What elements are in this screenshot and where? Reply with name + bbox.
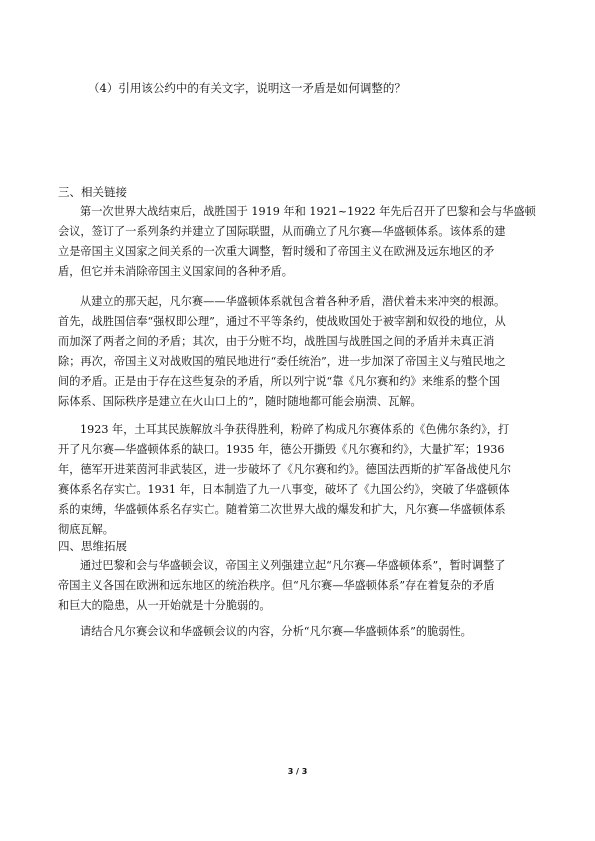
section-4-paragraph-1 — [58, 556, 548, 616]
section-4-heading: 四、思维拓展 — [58, 539, 127, 553]
text-line: 盾，但它并未消除帝国主义国家间的各种矛盾。 — [58, 265, 293, 278]
text-line: 会议，签订了一系列条约并建立了国际联盟，从而确立了凡尔赛—华盛顿体系。该体系的建 — [58, 225, 506, 238]
text-line: 际体系、国际秩序是建立在火山口上的”，随时随地都可能会崩溃、瓦解。 — [58, 395, 422, 408]
section-3-paragraph-3 — [58, 420, 548, 540]
text-line: 和巨大的隐患，从一开始就是十分脆弱的。 — [58, 599, 271, 612]
section-4-paragraph-2 — [58, 622, 548, 642]
text-line: 开了凡尔赛—华盛顿体系的缺口。1935 年，德公开撕毁《凡尔赛和约》，大量扩军；1936 — [58, 443, 505, 456]
question-4: （4）引用该公约中的有关文字，说明这一矛盾是如何调整的？ — [88, 81, 406, 95]
text-line: 年，德军开进莱茵河非武装区，进一步破坏了《凡尔赛和约》。德国法西斯的扩军备战使凡尔 — [58, 463, 512, 476]
page-number: 3 / 3 — [287, 767, 308, 776]
text-line: 帝国主义各国在欧洲和远东地区的统治秩序。但“凡尔赛—华盛顿体系”存在着复杂的矛盾 — [58, 579, 495, 592]
text-line: 首先，战胜国信奉“强权即公理”，通过不平等条约，使战败国处于被宰割和奴役的地位，从 — [58, 315, 506, 328]
text-line: 通过巴黎和会与华盛顿会议，帝国主义列强建立起“凡尔赛—华盛顿体系”，暂时调整了 — [80, 559, 506, 572]
text-line: 系的束缚，华盛顿体系名存实亡。随着第二次世界大战的爆发和扩大，凡尔赛—华盛顿体系 — [58, 503, 506, 516]
text-line: 而加深了两者之间的矛盾；其次，由于分赃不均，战胜国与战胜国之间的矛盾并未真正消 — [58, 335, 495, 348]
text-line: 立是帝国主义国家之间关系的一次重大调整，暂时缓和了帝国主义在欧洲及远东地区的矛 — [58, 245, 495, 258]
text-line: 请结合凡尔赛会议和华盛顿会议的内容，分析“凡尔赛—华盛顿体系”的脆弱性。 — [80, 625, 472, 638]
text-line: 间的矛盾。正是由于存在这些复杂的矛盾，所以列宁说“靠《凡尔赛和约》来维系的整个国 — [58, 375, 501, 388]
text-line: 彻底瓦解。 — [58, 523, 114, 536]
text-line: 1923 年，土耳其民族解放斗争获得胜利，粉碎了构成凡尔赛体系的《色佛尔条约》，打 — [80, 423, 510, 436]
section-3-heading: 三、相关链接 — [58, 185, 127, 199]
text-line: 第一次世界大战结束后，战胜国于 1919 年和 1921~1922 年先后召开了巴黎和会与华盛顿 — [80, 205, 536, 218]
section-3-paragraph-1 — [58, 202, 548, 282]
text-line: 赛体系名存实亡。1931 年，日本制造了九一八事变，破坏了《九国公约》，突破了华盛顿体 — [58, 483, 510, 496]
text-line: 从建立的那天起，凡尔赛——华盛顿体系就包含着各种矛盾，潜伏着未来冲突的根源。 — [80, 295, 506, 308]
section-3-paragraph-2 — [58, 292, 548, 412]
text-line: 除；再次，帝国主义对战败国的殖民地进行“委任统治”，进一步加深了帝国主义与殖民地之 — [58, 355, 506, 368]
